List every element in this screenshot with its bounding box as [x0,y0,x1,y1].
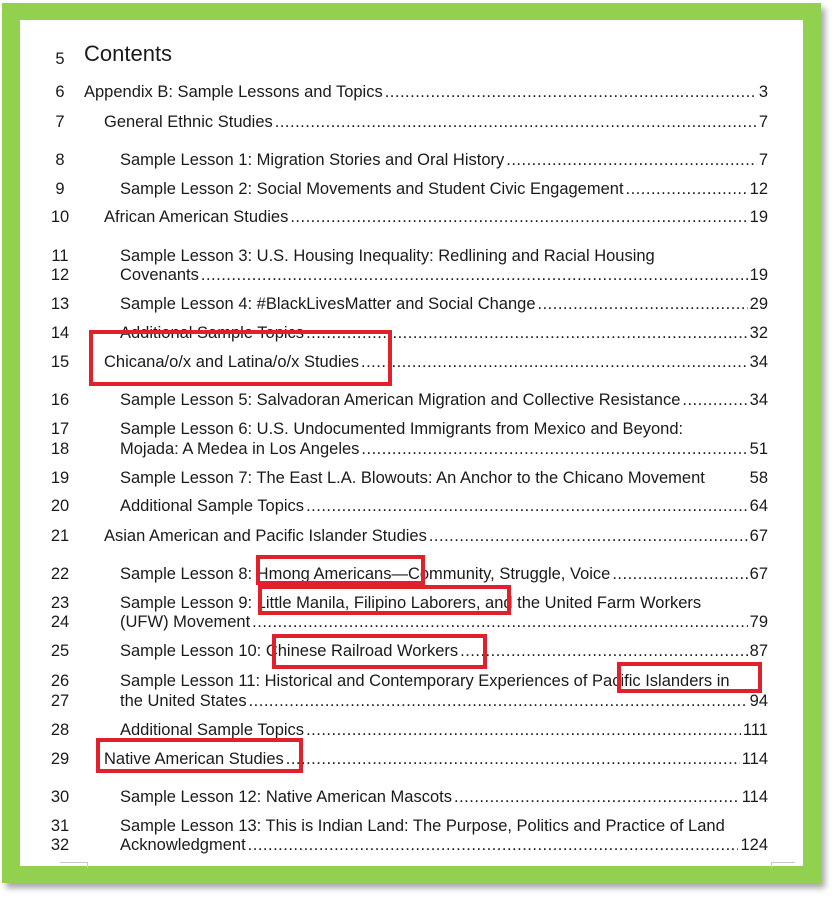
toc-entry[interactable] [20,564,803,584]
entry-title: Sample Lesson 1: Migration Stories and Oral History [120,151,505,169]
page-number: 7 [758,151,768,169]
line-number: 28 [50,721,70,739]
line-number: 10 [50,208,70,226]
toc-entry[interactable] [20,439,803,459]
entry-title: Sample Lesson 2: Social Movements and Student Civic Engagement [120,180,624,198]
dot-leader [454,787,740,807]
line-number: 22 [50,565,70,583]
line-number: 12 [50,266,70,284]
toc-entry[interactable] [20,246,803,266]
page-number: 94 [749,692,768,710]
toc-entry[interactable] [20,112,803,132]
page-number: 34 [749,391,768,409]
toc-entry[interactable] [20,691,803,711]
line-number: 29 [50,750,70,768]
dot-leader [506,150,757,170]
dot-leader [682,390,747,410]
toc-entry[interactable] [20,179,803,199]
dot-leader [249,691,748,711]
entry-title: Sample Lesson 6: U.S. Undocumented Immigrants from Mexico and Beyond: [120,420,684,438]
toc-entry[interactable] [20,352,803,372]
toc-entry[interactable] [20,526,803,546]
line-number: 11 [51,247,69,265]
entry-title: Covenants [120,266,199,284]
page-number: 58 [749,469,768,487]
page-number: 67 [749,565,768,583]
line-number: 5 [55,50,65,68]
dot-leader [248,835,739,855]
toc-entry[interactable] [20,468,803,488]
line-number: 26 [50,672,70,690]
page-number: 19 [749,208,768,226]
toc-entry[interactable] [20,593,803,613]
entry-title: Additional Sample Topics [120,497,305,515]
entry-title: (UFW) Movement [120,613,251,631]
toc-entry[interactable] [20,207,803,227]
page-number: 19 [749,266,768,284]
page-number: 114 [741,788,768,806]
line-number: 32 [50,836,70,854]
line-number: 14 [50,324,70,342]
entry-title: Chicana/o/x and Latina/o/x Studies [104,353,360,371]
entry-title: Sample Lesson 10: Chinese Railroad Workers [120,642,459,660]
line-number: 6 [55,83,65,101]
dot-leader [626,179,748,199]
page-number: 87 [749,642,768,660]
page-number: 3 [758,83,768,101]
dot-leader [306,323,748,343]
entry-title: Sample Lesson 9: Little Manila, Filipino Laborers, and the United Farm Workers [120,594,702,612]
dot-leader [201,265,748,285]
line-number: 25 [50,642,70,660]
page-number: 111 [742,721,768,739]
page-number: 124 [740,836,768,854]
entry-title: Sample Lesson 12: Native American Mascots [120,788,452,806]
entry-title: Mojada: A Medea in Los Angeles [120,440,360,458]
dot-leader [306,720,741,740]
toc-heading-line [20,41,803,70]
page-number: 29 [749,295,768,313]
line-number: 17 [50,420,70,438]
toc-entry[interactable] [20,150,803,170]
line-number: 23 [50,594,70,612]
entry-title: Sample Lesson 8: Hmong Americans—Community, Struggle, Voice [120,565,611,583]
entry-title: Sample Lesson 7: The East L.A. Blowouts: An Anchor to the Chicano Movement [120,469,705,487]
toc-entry[interactable] [20,82,803,102]
page-number: 12 [749,180,768,198]
line-number: 13 [50,295,70,313]
page-number: 51 [749,440,768,458]
toc-entry[interactable] [20,390,803,410]
corner-crop-mark [771,862,795,863]
toc-entry[interactable] [20,787,803,807]
green-frame [2,3,821,883]
dot-leader [361,439,747,459]
entry-title: Native American Studies [104,750,284,768]
toc-entry[interactable] [20,496,803,516]
toc-entry[interactable] [20,612,803,632]
toc-entry[interactable] [20,749,803,769]
dot-leader [252,612,747,632]
entry-title: Sample Lesson 13: This is Indian Land: The Purpose, Politics and Practice of Land [120,817,725,835]
entry-title: Additional Sample Topics [120,324,305,342]
toc-entry[interactable] [20,419,803,439]
dot-leader [306,496,748,516]
line-number: 31 [50,817,70,835]
corner-crop-mark [60,862,88,863]
toc-entry[interactable] [20,265,803,285]
toc-entry[interactable] [20,720,803,740]
line-number: 18 [50,440,70,458]
page-number: 64 [749,497,768,515]
line-number: 16 [50,391,70,409]
dot-leader [290,207,747,227]
page-number: 79 [749,613,768,631]
page-number: 32 [749,324,768,342]
dot-leader [385,82,757,102]
entry-title: Sample Lesson 3: U.S. Housing Inequality: Redlining and Racial Housing [120,247,655,265]
page-number: 114 [741,750,768,768]
page-number: 34 [749,353,768,371]
dot-leader [429,526,748,546]
entry-title: Sample Lesson 5: Salvadoran American Migration and Collective Resistance [120,391,681,409]
line-number: 21 [50,527,70,545]
dot-leader [538,294,748,314]
document-page [20,20,803,866]
entry-title: Additional Sample Topics [120,721,305,739]
page-number: 7 [758,113,768,131]
line-number: 27 [50,692,70,710]
dot-leader [286,749,740,769]
toc-entry[interactable] [20,323,803,343]
entry-title: Acknowledgment [120,836,246,854]
toc-entry[interactable] [20,641,803,661]
toc-entry[interactable] [20,835,803,855]
entry-title: African American Studies [104,208,289,226]
toc-heading: Contents [84,41,173,66]
line-number: 19 [50,469,70,487]
entry-title: Appendix B: Sample Lessons and Topics [84,83,383,101]
line-number: 30 [50,788,70,806]
line-number: 7 [55,113,65,131]
entry-title: Sample Lesson 11: Historical and Contemporary Experiences of Pacific Islanders in [120,672,730,690]
toc-entry[interactable] [20,671,803,691]
line-number: 15 [50,353,70,371]
line-number: 8 [55,151,65,169]
entry-title: Asian American and Pacific Islander Studies [104,527,427,545]
toc-entry[interactable] [20,294,803,314]
dot-leader [361,352,748,372]
toc-entry[interactable] [20,816,803,836]
dot-leader [275,112,757,132]
dot-leader [460,641,748,661]
entry-title: General Ethnic Studies [104,113,273,131]
dot-leader [612,564,747,584]
line-number: 24 [50,613,70,631]
line-number: 9 [55,180,65,198]
entry-title: the United States [120,692,247,710]
page-number: 67 [749,527,768,545]
entry-title: Sample Lesson 4: #BlackLivesMatter and Social Change [120,295,536,313]
line-number: 20 [50,497,70,515]
